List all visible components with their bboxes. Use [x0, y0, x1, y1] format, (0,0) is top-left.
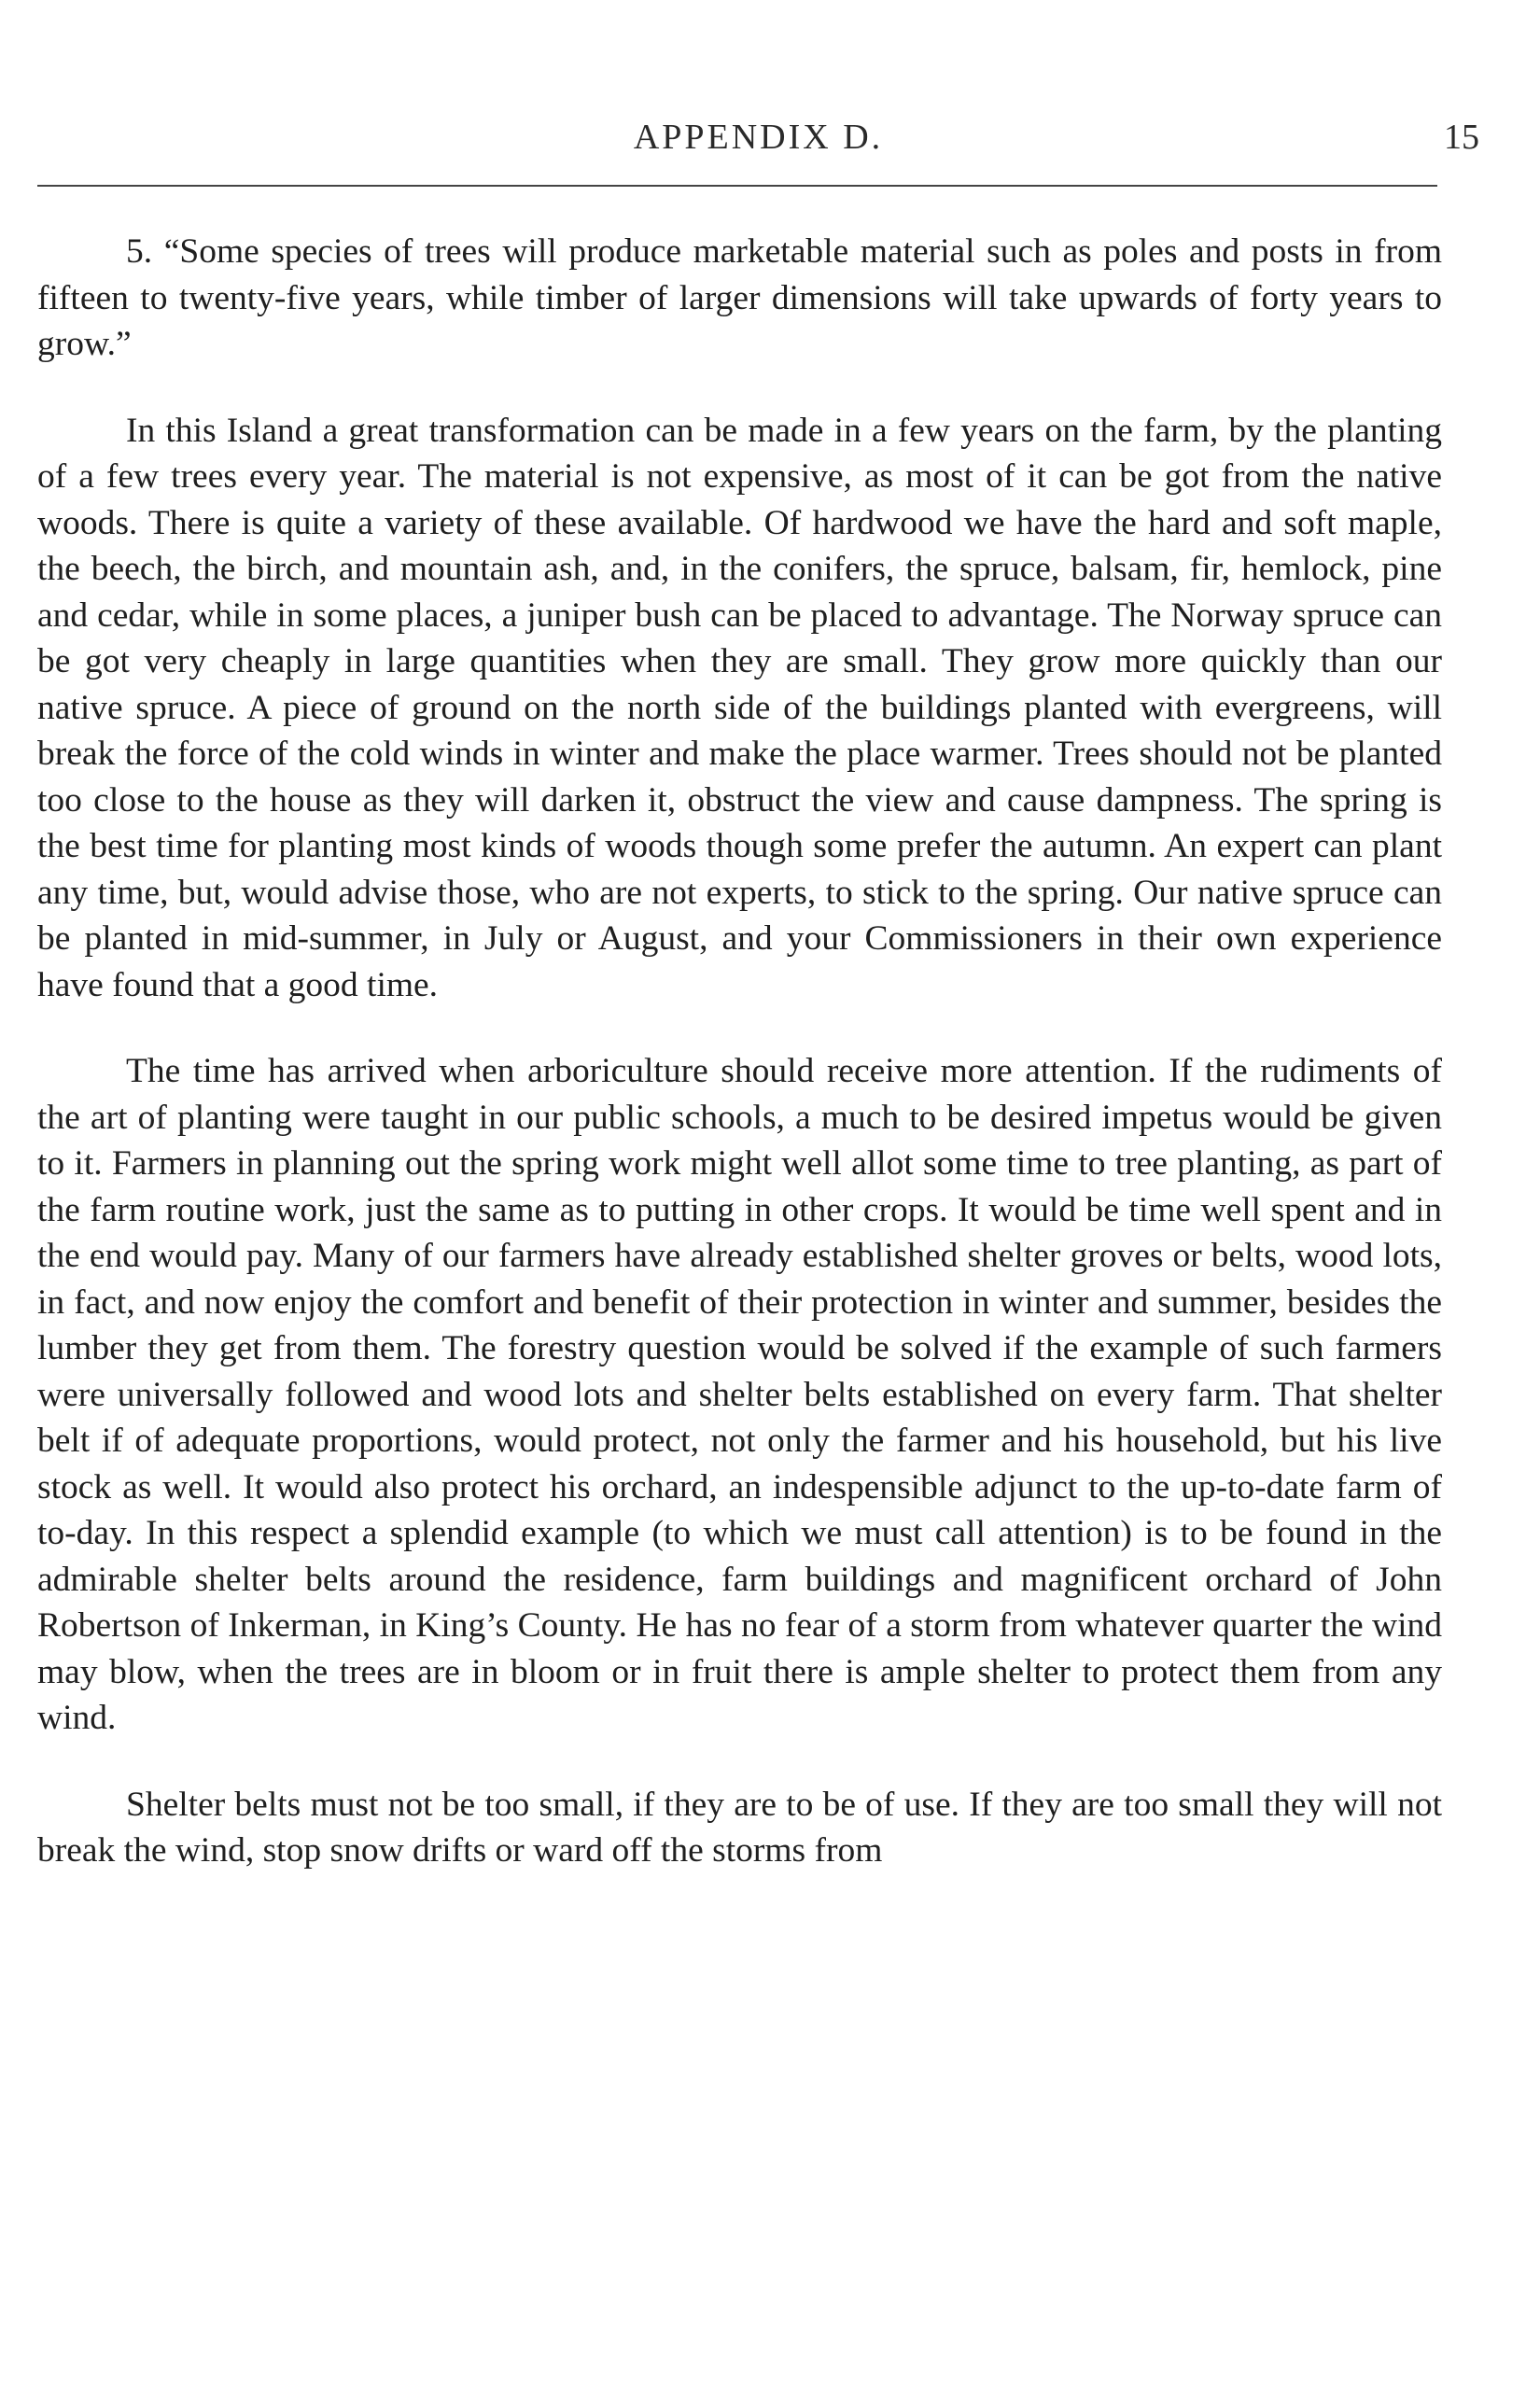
header-rule — [37, 185, 1437, 187]
paragraph-shelter-belts: Shelter belts must not be too small, if they are to be of use. If they are too small they will not break the wind, stop snow drifts or ward off the storms from — [37, 1785, 1442, 1870]
running-head — [37, 117, 1479, 173]
page-number: 15 — [1444, 118, 1479, 157]
paragraph-quotation: 5. “Some species of trees will produce marketable material such as poles and posts in from fifteen to twenty-five years, while timber of larger dimensions will take upwards of forty years to grow.” — [37, 232, 1442, 363]
paragraph-arboriculture: The time has arrived when arboriculture should receive more attention. If the rudiments of the art of planting were taught in our public schools, a much to be desired impetus would be given to it. Farmers in planning out the spring work might well allot some time to tree planting, as part of the farm routine work, just the same as to putting in other crops. It would be time well spent and in the end would pay. Many of our farmers have already established shelter groves or belts, wood lots, in fact, and now enjoy the comfort and benefit of their protection in winter and summer, besides the lumber they get from them. The forestry question would be solved if the example of such farmers were universally followed and wood lots and shelter belts established on every farm. That shelter belt if of adequate proportions, would protect, not only the farmer and his household, but his live stock as well. It would also protect his orchard, an indespensible adjunct to the up-to-date farm of to-day. In this respect a splendid example (to which we must call attention) is to be found in the admirable shelter belts around the residence, farm buildings and magnificent orchard of John Robertson of Inkerman, in King’s County. He has no fear of a storm from whatever quarter the wind may blow, when the trees are in bloom or in fruit there is ample shelter to protect them from any wind. — [37, 1052, 1442, 1737]
body-text — [37, 229, 1442, 1874]
appendix-title: APPENDIX D. — [633, 118, 884, 157]
paragraph-island-transformation: In this Island a great transformation can be made in a few years on the farm, by the planting of a few trees every year. The material is not expensive, as most of it can be got from the native woods. There is quite a variety of these available. Of hardwood we have the hard and soft maple, the beech, the birch, and mountain ash, and, in the conifers, the spruce, balsam, fir, hemlock, pine and cedar, while in some places, a juniper bush can be placed to advantage. The Norway spruce can be got very cheaply in large quantities when they are small. They grow more quickly than our native spruce. A piece of ground on the north side of the buildings planted with evergreens, will break the force of the cold winds in winter and make the place warmer. Trees should not be planted too close to the house as they will darken it, obstruct the view and cause dampness. The spring is the best time for planting most kinds of woods though some prefer the autumn. An expert can plant any time, but, would advise those, who are not experts, to stick to the spring. Our native spruce can be planted in mid-summer, in July or August, and your Commissioners in their own experience have found that a good time. — [37, 411, 1442, 1004]
